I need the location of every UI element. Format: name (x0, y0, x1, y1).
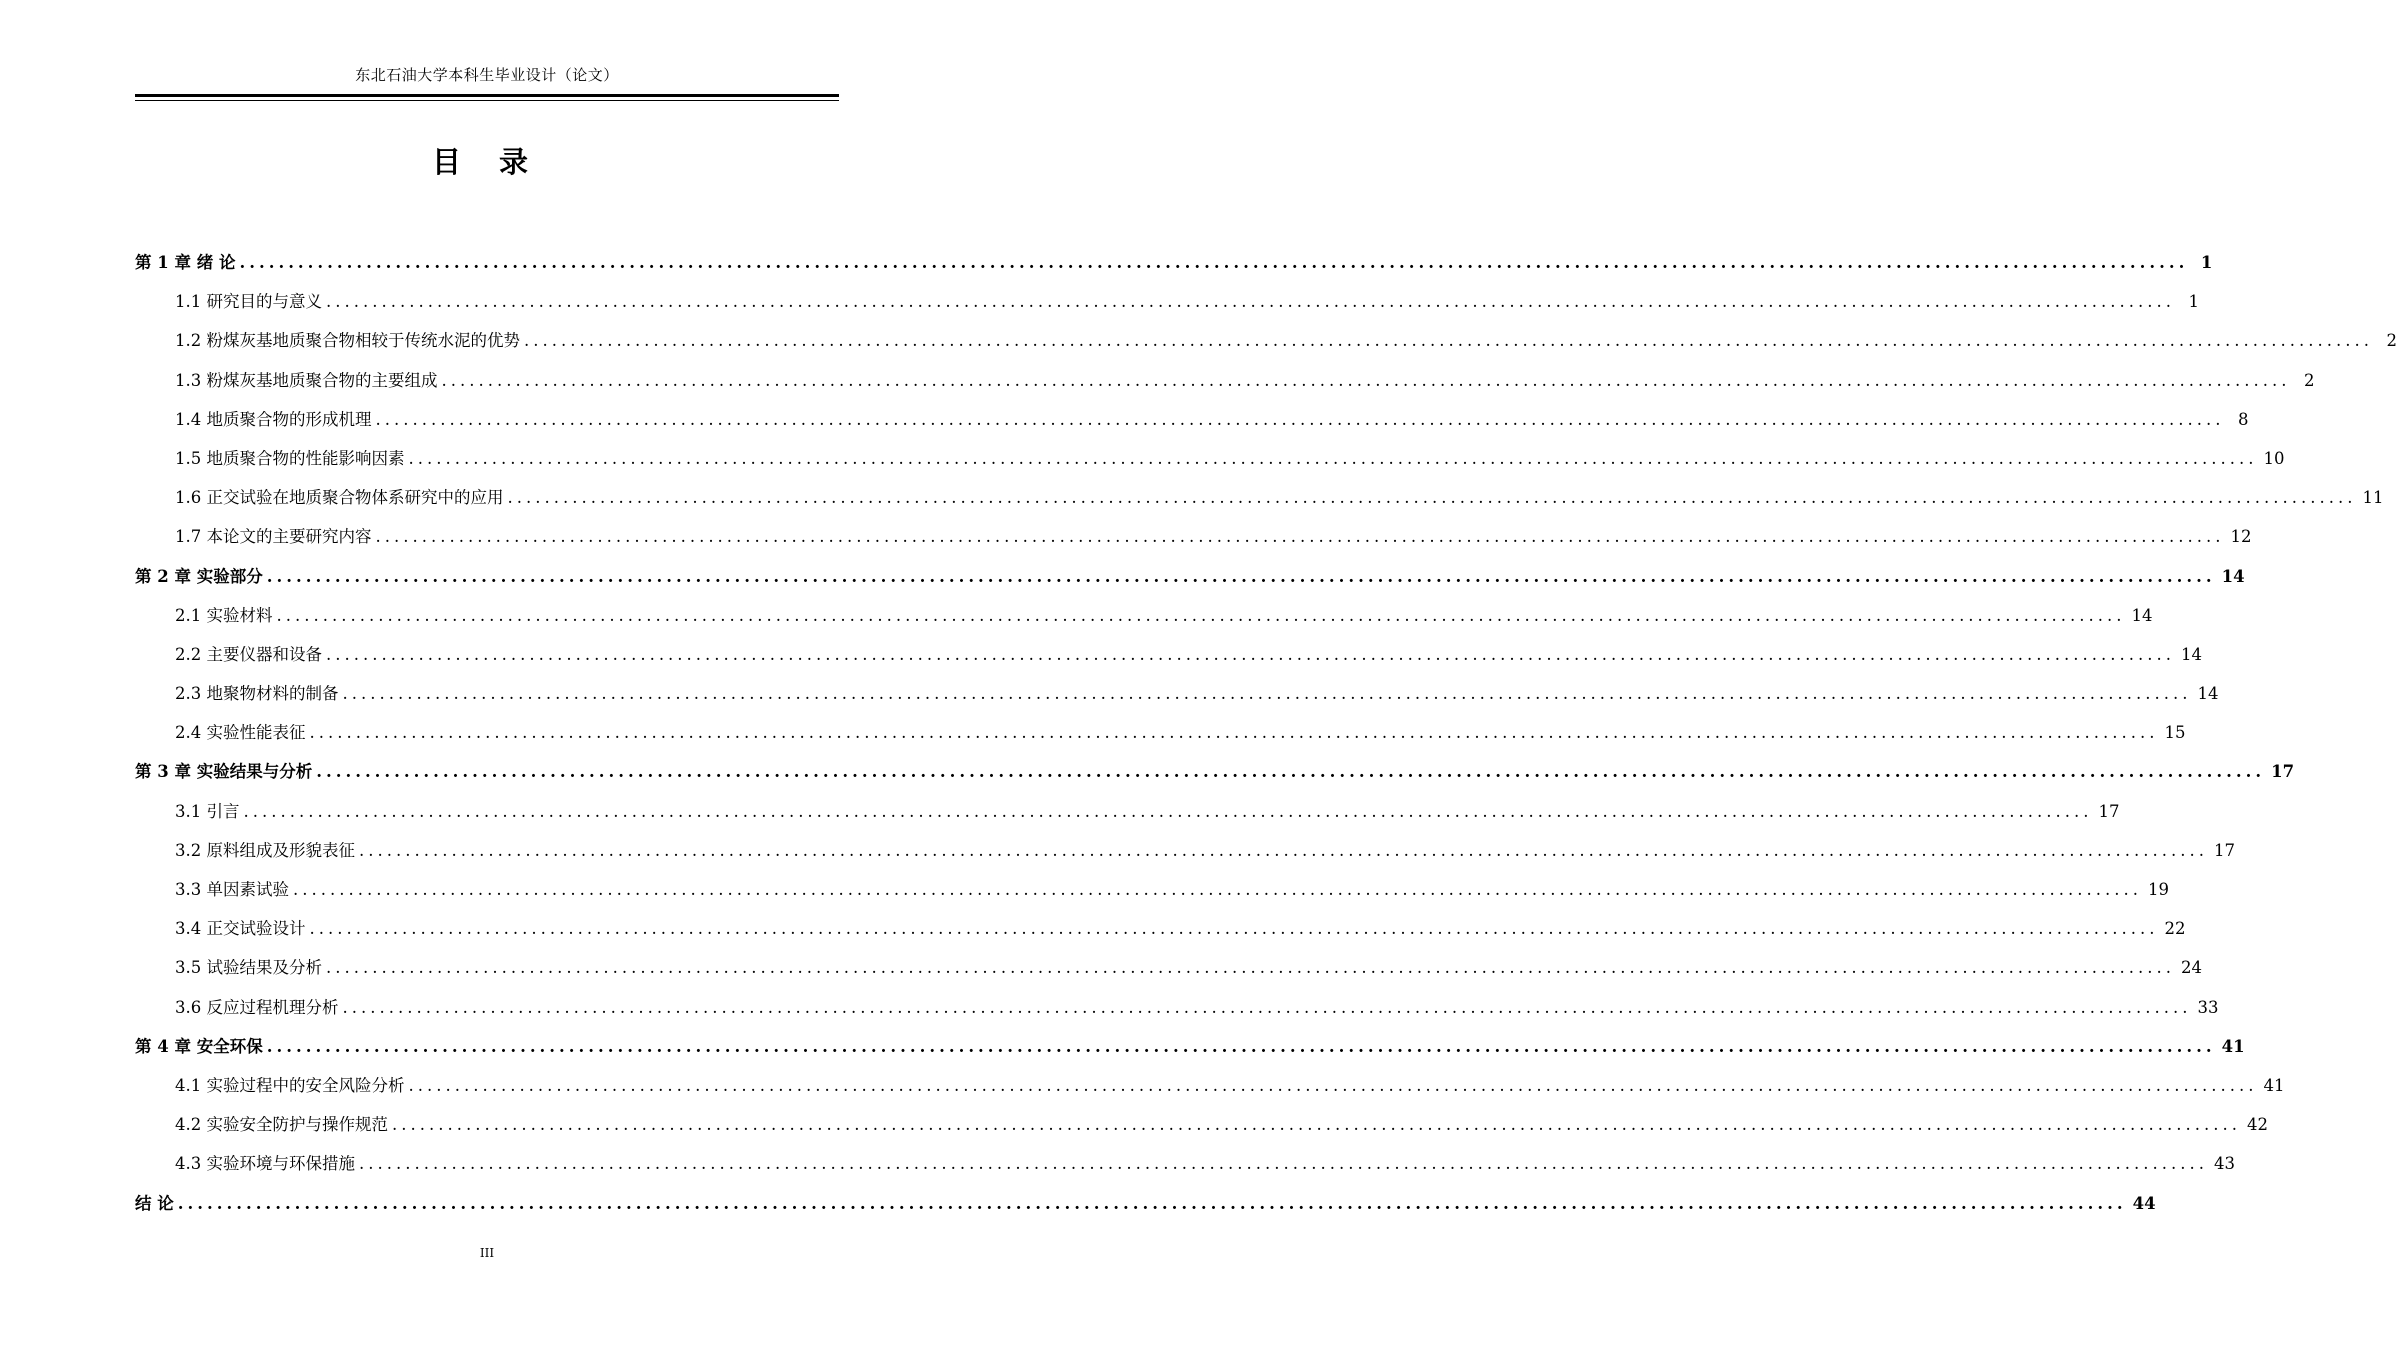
toc-entry-title: 3.2 原料组成及形貌表征 (175, 840, 355, 860)
toc-entry-title: 1.3 粉煤灰基地质聚合物的主要组成 (175, 370, 438, 390)
toc-entry-title: 第 3 章 实验结果与分析 (135, 762, 313, 782)
toc-entry-title: 第 1 章 绪 论 (135, 253, 236, 272)
toc-leader-dots: ........................................................................................................................................................................................................ (342, 684, 2192, 704)
toc-entry-title: 3.1 引言 (175, 801, 240, 821)
toc-leader-dots: ........................................................................................................................................................................................................ (326, 292, 2175, 312)
toc-entry-title: 4.2 实验安全防护与操作规范 (175, 1115, 388, 1135)
toc-entry-title: 结 论 (135, 1193, 174, 1213)
toc-entry-title: 2.2 主要仪器和设备 (175, 644, 322, 664)
toc-leader-dots: ........................................................................................................................................................................................................ (392, 1115, 2241, 1135)
toc-page-number: 17 (2271, 762, 2295, 782)
toc-page-number: 2 (2386, 331, 2397, 351)
toc-section-entry (135, 953, 2202, 992)
toc-entry-title: 3.5 试验结果及分析 (175, 958, 322, 978)
toc-section-entry (135, 601, 2153, 640)
toc-section-entry (135, 993, 2219, 1032)
toc-page-number: 8 (2237, 409, 2249, 429)
toc-page-number: 41 (2263, 1075, 2285, 1095)
toc-page-number: 41 (2221, 1036, 2245, 1056)
toc-entry-title: 3.3 单因素试验 (175, 880, 289, 899)
toc-section-entry (135, 287, 2199, 326)
toc-entry-title: 1.7 本论文的主要研究内容 (175, 527, 372, 547)
toc-page-number: 17 (2098, 801, 2120, 821)
toc-section-entry (135, 405, 2249, 444)
toc-section-entry (135, 1071, 2285, 1110)
toc-entry-title: 1.1 研究目的与意义 (175, 292, 322, 312)
toc-leader-dots: ........................................................................................................................................................................................................ (239, 253, 2189, 272)
header-rule-thick (135, 94, 839, 97)
toc-leader-dots: ........................................................................................................................................................................................................ (359, 1154, 2208, 1174)
toc-entry-title: 4.3 实验环境与环保措施 (175, 1154, 355, 1174)
toc-section-entry (135, 522, 2252, 561)
toc-page-number: 33 (2197, 997, 2219, 1017)
toc-leader-dots: ........................................................................................................................................................................................................ (524, 331, 2373, 351)
toc-leader-dots: ........................................................................................................................................................................................................ (293, 880, 2142, 899)
toc-page-number: 1 (2200, 253, 2213, 272)
toc-page-number: 15 (2164, 723, 2186, 743)
toc-leader-dots: ........................................................................................................................................................................................................ (326, 644, 2175, 664)
toc-chapter-entry (135, 1189, 2156, 1228)
toc-page-number: 14 (2197, 684, 2219, 704)
running-header: 东北石油大学本科生毕业设计（论文） (355, 66, 619, 84)
toc-leader-dots: ........................................................................................................................................................................................................ (441, 370, 2291, 390)
toc-entry-title: 2.1 实验材料 (175, 605, 273, 625)
toc-leader-dots: ........................................................................................................................................................................................................ (309, 723, 2159, 743)
toc-entry-title: 3.6 反应过程机理分析 (175, 997, 339, 1017)
toc-section-entry (135, 366, 2315, 405)
toc-page-number: 14 (2221, 566, 2245, 586)
toc-leader-dots: ........................................................................................................................................................................................................ (326, 958, 2175, 978)
toc-entry-title: 第 4 章 安全环保 (135, 1036, 263, 1056)
toc-section-entry (135, 1110, 2268, 1149)
toc-entry-title: 3.4 正交试验设计 (175, 919, 306, 939)
toc-page-number: 14 (2180, 644, 2202, 664)
toc-chapter-entry (135, 1032, 2245, 1071)
toc-entry-title: 1.5 地质聚合物的性能影响因素 (175, 448, 405, 468)
page-number: III (479, 1246, 495, 1260)
toc-page-number: 19 (2147, 880, 2169, 899)
toc-section-entry (135, 640, 2202, 679)
page-title: 目 录 (431, 145, 543, 179)
toc-leader-dots: ........................................................................................................................................................................................................ (359, 840, 2208, 860)
toc-page-number: 14 (2131, 605, 2153, 625)
toc-page-number: 11 (2362, 488, 2384, 508)
toc-section-entry (135, 836, 2235, 875)
toc-leader-dots: ........................................................................................................................................................................................................ (342, 997, 2192, 1017)
toc-page-number: 12 (2230, 527, 2252, 547)
toc-page-number: 22 (2164, 919, 2186, 939)
toc-section-entry (135, 875, 2169, 914)
toc-entry-title: 第 2 章 实验部分 (135, 566, 263, 586)
toc-leader-dots: ........................................................................................................................................................................................................ (507, 488, 2357, 508)
toc-leader-dots: ........................................................................................................................................................................................................ (309, 919, 2159, 939)
toc-leader-dots: ........................................................................................................................................................................................................ (266, 566, 2216, 586)
toc-section-entry (135, 483, 2384, 522)
toc-entry-title: 2.4 实验性能表征 (175, 723, 306, 743)
toc-leader-dots: ........................................................................................................................................................................................................ (316, 762, 2266, 782)
toc-entry-title: 1.6 正交试验在地质聚合物体系研究中的应用 (175, 488, 504, 508)
toc-page-number: 24 (2180, 958, 2202, 978)
toc-leader-dots: ........................................................................................................................................................................................................ (408, 1075, 2258, 1095)
toc-page-number: 2 (2303, 370, 2315, 390)
toc-leader-dots: ........................................................................................................................................................................................................ (243, 801, 2093, 821)
toc-section-entry (135, 679, 2219, 718)
toc-leader-dots: ........................................................................................................................................................................................................ (266, 1036, 2216, 1056)
toc-chapter-entry (135, 562, 2245, 601)
toc-entry-title: 1.4 地质聚合物的形成机理 (175, 409, 372, 429)
toc-entry-title: 2.3 地聚物材料的制备 (175, 684, 339, 704)
toc-page-number: 44 (2132, 1193, 2156, 1213)
toc-leader-dots: ........................................................................................................................................................................................................ (276, 605, 2126, 625)
toc-page-number: 42 (2246, 1115, 2268, 1135)
toc-leader-dots: ........................................................................................................................................................................................................ (375, 527, 2225, 547)
toc-leader-dots: ........................................................................................................................................................................................................ (375, 409, 2225, 429)
toc-section-entry (135, 914, 2186, 953)
toc-entry-title: 4.1 实验过程中的安全风险分析 (175, 1075, 405, 1095)
toc-section-entry (135, 718, 2186, 757)
toc-chapter-entry (135, 757, 2295, 796)
toc-section-entry (135, 444, 2285, 483)
toc-section-entry (135, 797, 2120, 836)
toc-section-entry (135, 326, 2397, 365)
toc-page-number: 43 (2213, 1154, 2235, 1174)
toc-page-number: 1 (2188, 292, 2199, 312)
toc-page-number: 17 (2213, 840, 2235, 860)
toc-section-entry (135, 1149, 2235, 1188)
toc-leader-dots: ........................................................................................................................................................................................................ (408, 448, 2258, 468)
toc-entry-title: 1.2 粉煤灰基地质聚合物相较于传统水泥的优势 (175, 331, 520, 351)
table-of-contents (135, 248, 2397, 1228)
header-rule-thin (135, 100, 839, 101)
toc-page-number: 10 (2263, 448, 2285, 468)
toc-chapter-entry (135, 248, 2213, 287)
toc-leader-dots: ........................................................................................................................................................................................................ (177, 1193, 2127, 1213)
